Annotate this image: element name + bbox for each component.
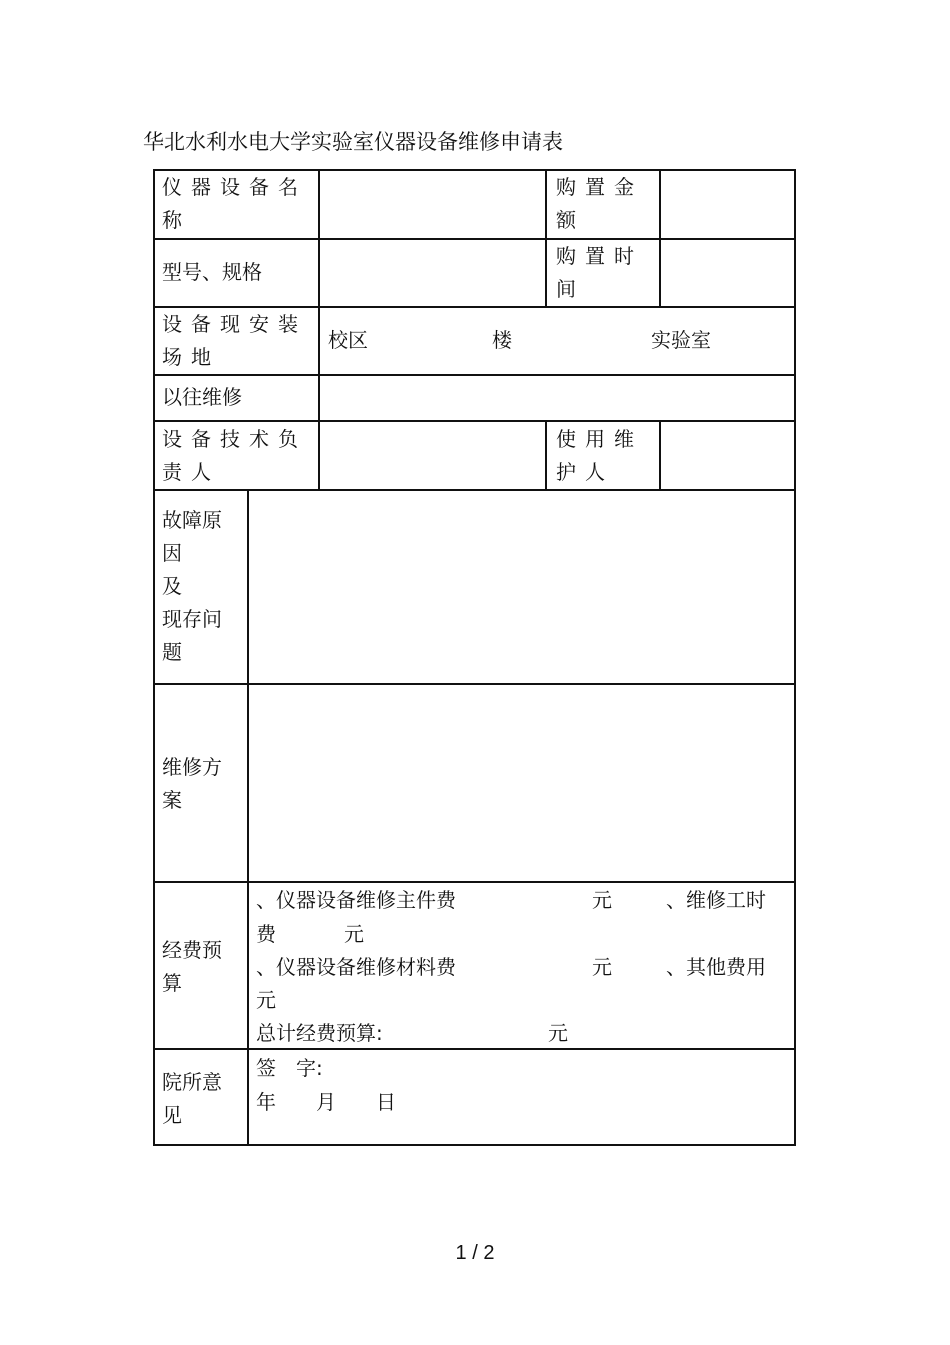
budget-total-label: 总计经费预算: (256, 1021, 383, 1045)
fault-label-line: 及 (162, 574, 182, 598)
form-title: 华北水利水电大学实验室仪器设备维修申请表 (143, 130, 563, 154)
history-label: 以往维修 (162, 385, 242, 409)
budget-label-line: 经费预 (162, 938, 222, 962)
purchase-time-field[interactable] (663, 241, 793, 305)
history-field[interactable] (321, 377, 793, 419)
purchase-amount-label: 购置金额 (556, 175, 643, 232)
fault-label-line: 题 (162, 640, 182, 664)
device-name-label: 仪器设备名称 (162, 175, 307, 232)
col-divider (545, 420, 547, 491)
location-campus: 校区 (328, 328, 368, 352)
budget-line-1a: 、仪器设备维修主件费 (256, 888, 456, 912)
maintainer-field[interactable] (663, 423, 793, 487)
tech-owner-label: 设备技术负责人 (162, 427, 307, 484)
sign-label: 签 字: (256, 1056, 323, 1080)
row-divider (155, 489, 794, 491)
col-divider (545, 171, 547, 308)
fault-label-line: 因 (162, 541, 182, 565)
col-divider (247, 489, 249, 1146)
budget-line-3a: 、仪器设备维修材料费 (256, 955, 456, 979)
budget-line-3b: 元 (592, 955, 612, 979)
maintainer-label: 使用维护人 (556, 427, 643, 484)
location-building: 楼 (492, 328, 512, 352)
purchase-amount-field[interactable] (663, 171, 793, 237)
location-lab: 实验室 (651, 328, 711, 352)
budget-line-3c: 、其他费用 (666, 955, 766, 979)
opinion-label-line: 院所意 (162, 1070, 222, 1094)
col-divider (659, 171, 661, 308)
row-divider (155, 683, 794, 685)
fault-label (162, 504, 246, 669)
row-divider (155, 1048, 794, 1050)
budget-line-2a: 费 (256, 922, 276, 946)
fault-label-line: 现存问 (162, 607, 222, 631)
row-divider (155, 374, 794, 376)
row-divider (155, 881, 794, 883)
fault-field[interactable] (251, 492, 793, 682)
budget-line-1c: 、维修工时 (666, 888, 766, 912)
fault-label-line: 故障原 (162, 508, 222, 532)
row-divider (155, 238, 794, 240)
budget-label (162, 934, 246, 1000)
device-name-field[interactable] (321, 171, 543, 237)
location-label: 设备现安装场地 (162, 312, 307, 369)
budget-line-2b: 元 (344, 922, 364, 946)
col-divider (318, 171, 320, 491)
model-field[interactable] (321, 241, 543, 305)
page-number: 1 / 2 (455, 1242, 495, 1264)
row-divider (155, 420, 794, 422)
purchase-time-label: 购置时间 (556, 244, 643, 301)
tech-owner-field[interactable] (321, 423, 543, 487)
plan-label-line: 案 (162, 788, 182, 812)
model-label: 型号、规格 (162, 260, 262, 284)
budget-label-line: 算 (162, 971, 182, 995)
budget-total-unit: 元 (548, 1021, 568, 1045)
date-label: 年 月 日 (256, 1090, 396, 1114)
opinion-label-line: 见 (162, 1103, 182, 1127)
repair-application-form (153, 169, 796, 1146)
opinion-label (162, 1066, 246, 1132)
plan-label-line: 维修方 (162, 755, 222, 779)
plan-field[interactable] (251, 686, 793, 880)
budget-line-4a: 元 (256, 988, 276, 1012)
plan-label (162, 751, 246, 817)
col-divider (659, 420, 661, 491)
budget-line-1b: 元 (592, 888, 612, 912)
